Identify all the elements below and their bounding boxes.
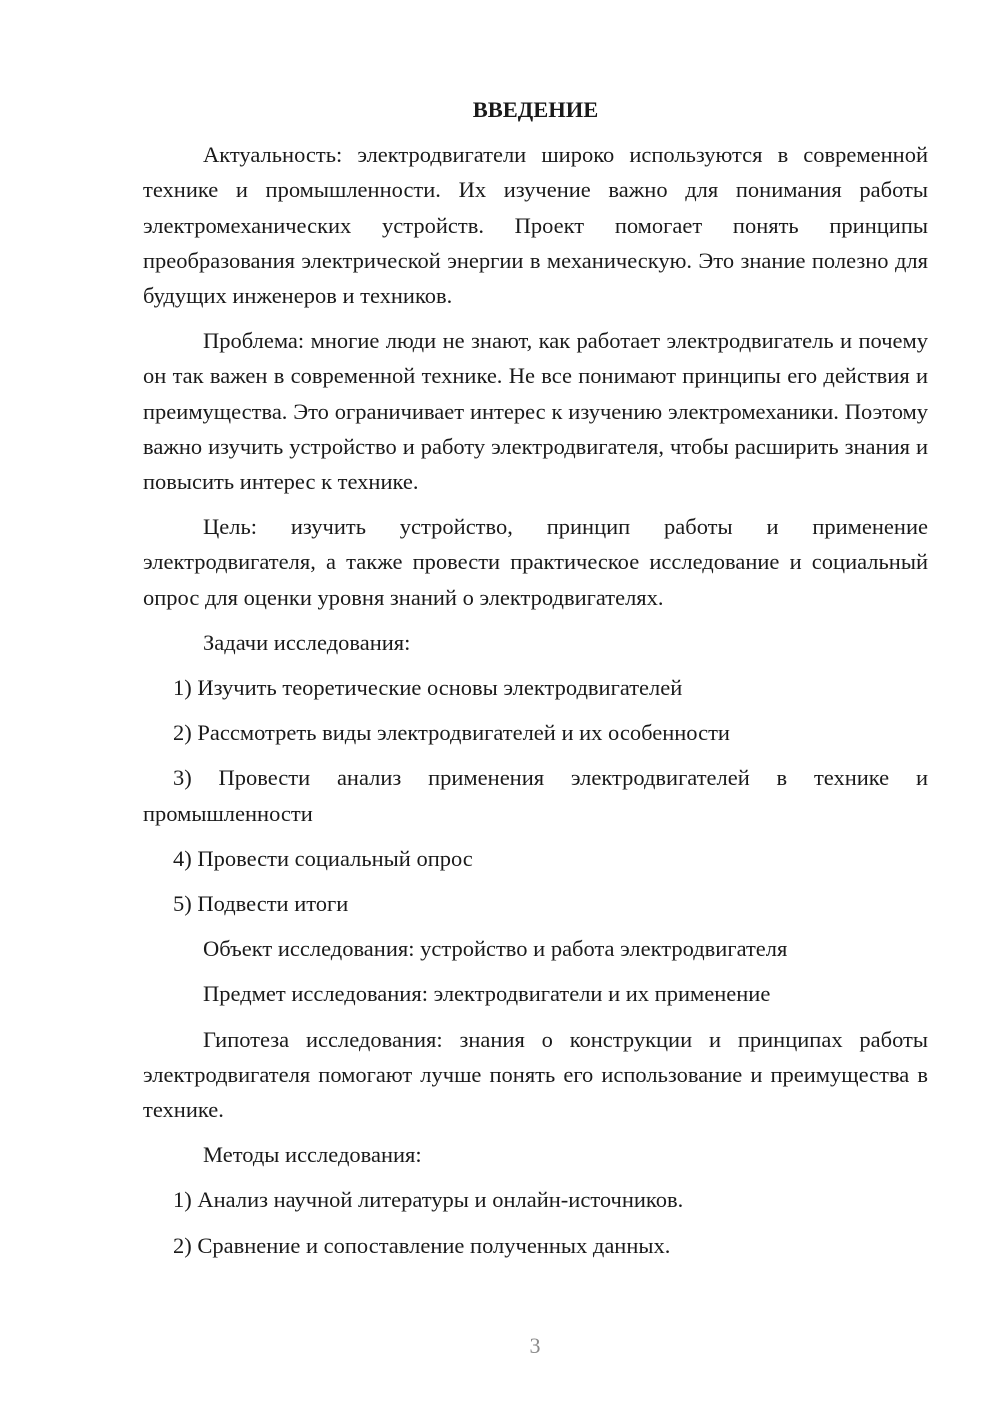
method-item-1: 1) Анализ научной литературы и онлайн-источников. (173, 1187, 684, 1213)
task-item-1: 1) Изучить теоретические основы электродвигателей (173, 675, 683, 701)
page-number: 3 (529, 1333, 541, 1358)
goal-paragraph: Цель: изучить устройство, принцип работы и применение электродвигателя, а также провести практическое исследование и социальный опрос для оценки уровня знаний о электродвигателях. (143, 514, 928, 610)
object-paragraph: Объект исследования: устройство и работа электродвигателя (203, 936, 788, 962)
task-item-4: 4) Провести социальный опрос (173, 845, 473, 871)
section-title: ВВЕДЕНИЕ (472, 97, 599, 122)
problem-paragraph: Проблема: многие люди не знают, как работает электродвигатель и почему он так важен в современной технике. Не все понимают принципы его действия и преимущества. Это ограничивает интерес к изучению электромеханики. Поэтому важно изучить устройство и работу электродвигателя, чтобы расширить знания и повысить интерес к технике. (143, 328, 928, 495)
hypothesis-paragraph: Гипотеза исследования: знания о конструкции и принципах работы электродвигателя помогают лучше понять его использование и преимущества в технике. (143, 1026, 928, 1123)
document-page (143, 92, 928, 1273)
method-item-2: 2) Сравнение и сопоставление полученных данных. (173, 1232, 671, 1258)
relevance-paragraph: Актуальность: электродвигатели широко используются в современной технике и промышленности. Их изучение важно для понимания работы электромеханических устройств. Проект помогает понять принципы преобразования электрической энергии в механическую. Это знание полезно для будущих инженеров и техников. (143, 142, 928, 309)
methods-heading: Методы исследования: (203, 1142, 422, 1168)
subject-paragraph: Предмет исследования: электродвигатели и их применение (203, 981, 771, 1007)
task-item-5: 5) Подвести итоги (173, 891, 349, 917)
task-item-2: 2) Рассмотреть виды электродвигателей и их особенности (173, 720, 730, 746)
task-item-3: 3) Провести анализ применения электродвигателей в технике и промышленности (143, 765, 928, 826)
tasks-heading: Задачи исследования: (203, 629, 411, 655)
